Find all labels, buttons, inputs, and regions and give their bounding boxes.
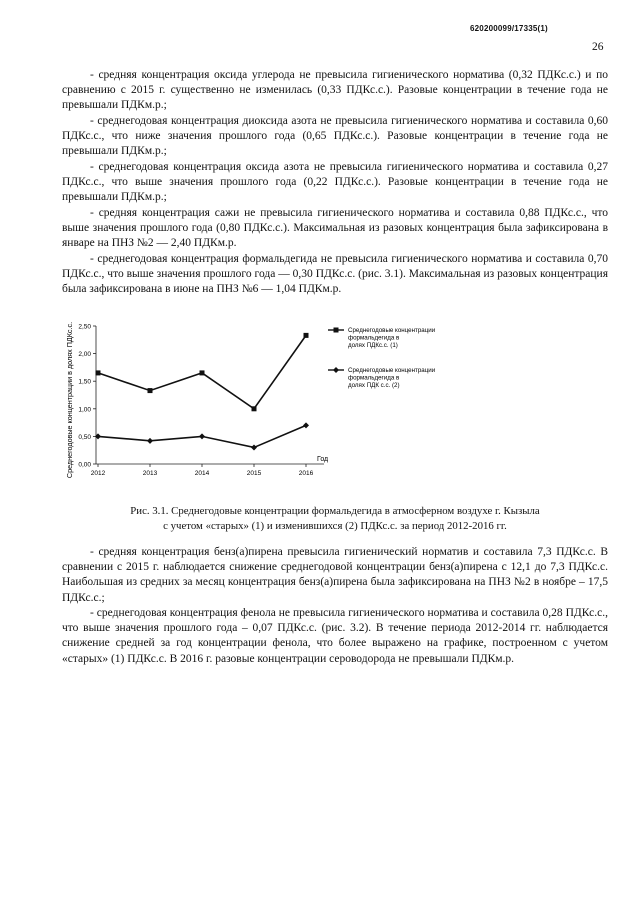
legend-swatch-marker — [334, 328, 339, 333]
y-tick-label: 1,50 — [78, 378, 91, 386]
paragraph-soot: - средняя концентрация сажи не превысила гигиенического норматива и составила 0,88 ПДКс.с., что выше значения прошлого года (0,80 ПДКс.с.). Максимальная из разовых концентрация была зафиксирована в январе на ПНЗ №2 — 2,40 ПДКм.р. — [62, 207, 608, 250]
series-1-point — [200, 370, 205, 375]
paragraph-formaldehyde: - среднегодовая концентрация формальдегида не превысила гигиенического норматива и составила 0,70 ПДКс.с., что выше значения прошлого года — 0,30 ПДКс.с. (рис. 3.1). Максимальная из разовых концентрация была зафиксирована в июне на ПНЗ №6 — 1,04 ПДКм.р. — [62, 253, 608, 296]
legend-label: Среднегодовые концентрации формальдегида в долях ПДК с.с. (2) — [348, 367, 436, 389]
x-tick-label: 2015 — [246, 470, 262, 477]
legend-swatch-marker — [333, 367, 339, 373]
series-2-point — [251, 444, 257, 450]
x-tick-label: 2012 — [90, 470, 106, 477]
x-tick-label: 2016 — [298, 470, 314, 477]
page-number: 26 — [592, 41, 604, 53]
series-1-point — [148, 388, 153, 393]
paragraph-benzapyrene: - средняя концентрация бенз(а)пирена превысила гигиенический норматив и составила 7,3 ПДКс.с. В сравнении с 2015 г. наблюдается снижение среднегодовой концентрации бенз(а)пирена с 12,1 до 7,3 ПДКс.с. Наибольшая из средних за месяц концентрация бенз(а)пирена была зафиксирована на ПНЗ №2 в ноябре – 17,5 ПДКс.с.; — [62, 546, 608, 604]
series-2-point — [147, 438, 153, 444]
x-tick-label: 2014 — [194, 470, 210, 477]
document-id: 620200099/17335(1) — [470, 24, 548, 33]
legend-label: Среднегодовые концентрации формальдегида в долях ПДКс.с. (1) — [348, 327, 436, 349]
series-1-point — [304, 333, 309, 338]
series-2-point — [303, 422, 309, 428]
formaldehyde-line-chart — [60, 312, 540, 482]
paragraph-phenol: - среднегодовая концентрация фенола не превысила гигиенического норматива и составила 0,28 ПДКс.с., что выше значения прошлого года – 0,07 ПДКс.с. (рис. 3.2). В течение периода 2012-2014 гг. наблюдается снижение средней за год концентрации фенола, что более выражено на графике, построенном с учетом «старых» (1) ПДКс.с. В 2016 г. разовые концентрации сероводорода не превышали ПДКм.р. — [62, 607, 608, 665]
caption-line-2: с учетом «старых» (1) и изменившихся (2) ПДКс.с. за период 2012-2016 гг. — [163, 520, 507, 533]
series-2-point — [199, 433, 205, 439]
series-1-point — [252, 406, 257, 411]
y-tick-label: 2,00 — [78, 351, 91, 359]
caption-line-1: Рис. 3.1. Среднегодовые концентрации формальдегида в атмосферном воздухе г. Кызыла — [130, 505, 540, 517]
paragraph-co: - средняя концентрация оксида углерода не превысила гигиенического норматива (0,32 ПДКс.с.) и по сравнению с 2015 г. существенно не изменилась (0,33 ПДКс.с.). Разовые концентрации в течение года не превышали ПДКм.р.; — [62, 69, 608, 112]
y-tick-label: 2,50 — [78, 323, 91, 331]
x-axis-label: Год — [317, 456, 329, 463]
y-tick-label: 0,00 — [78, 461, 91, 469]
paragraph-no2: - среднегодовая концентрация диоксида азота не превысила гигиенического норматива и составила 0,60 ПДКс.с., что ниже значения прошлого года (0,65 ПДКс.с.). Разовые концентрации в течение года не превышали ПДКм.р.; — [62, 115, 608, 158]
y-axis-label: Среднегодовые концентрации в долях ПДКс.с. — [65, 321, 74, 479]
x-tick-label: 2013 — [142, 470, 158, 477]
series-1-point — [96, 370, 101, 375]
y-tick-label: 1,00 — [78, 406, 91, 414]
figure-3-1 — [60, 312, 540, 482]
y-tick-label: 0,50 — [78, 433, 91, 441]
figure-caption — [62, 504, 608, 535]
paragraph-no: - среднегодовая концентрация оксида азота не превысила гигиенического норматива и составила 0,27 ПДКс.с., что выше значения прошлого года (0,22 ПДКс.с.). Разовые концентрации в течение года не превышали ПДКм.р.; — [62, 161, 608, 204]
